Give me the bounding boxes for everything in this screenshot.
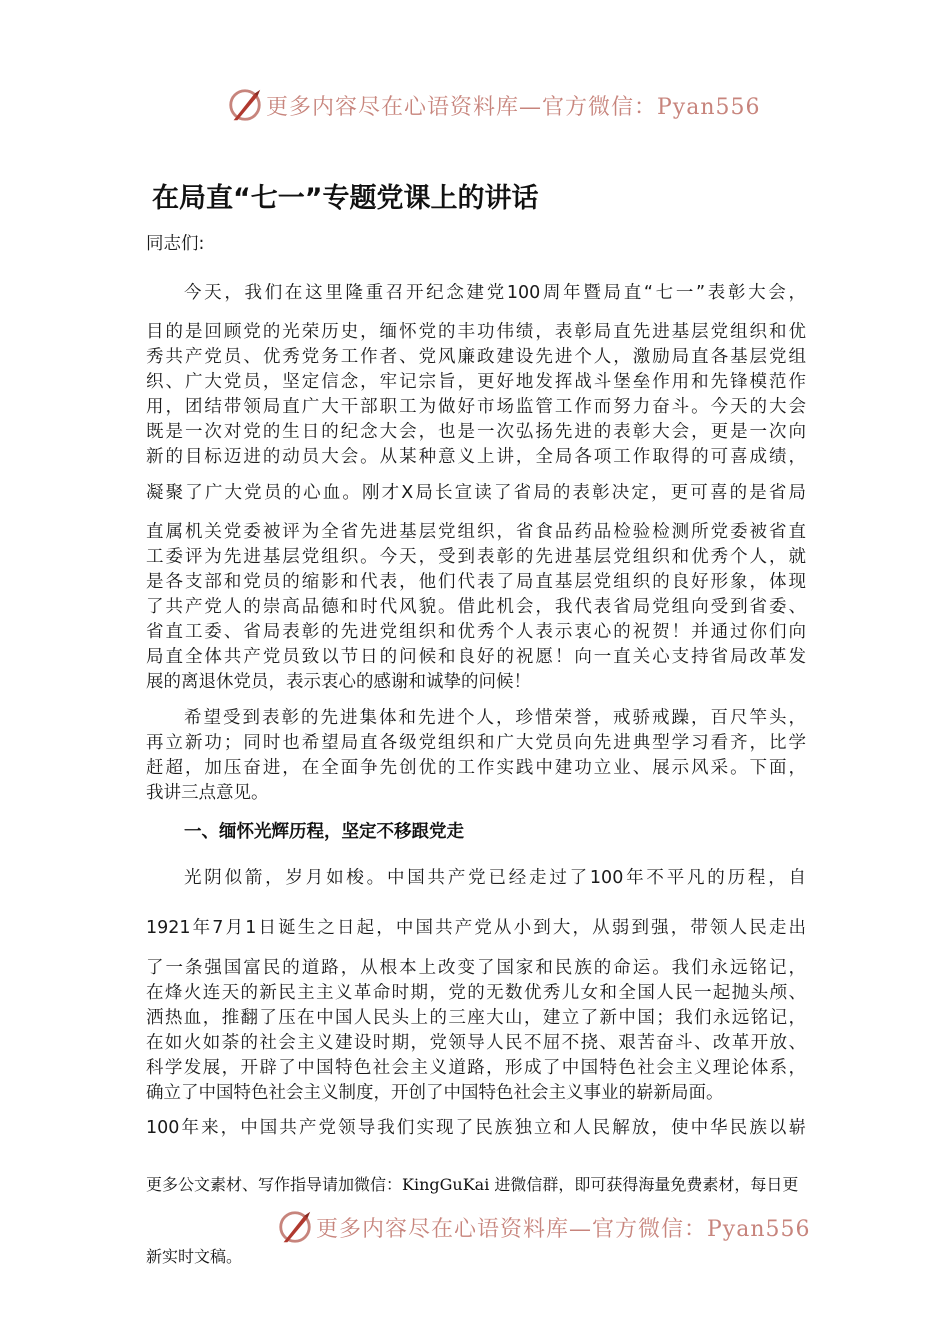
paragraph-line: 1921年7月1日诞生之日起，中国共产党从小到大，从弱到强，带领人民走出 (146, 918, 806, 938)
paragraph-line: 希望受到表彰的先进集体和先进个人，珍惜荣誉，戒骄戒躁，百尺竿头， (184, 708, 806, 728)
paragraph-line: 秀共产党员、优秀党务工作者、党风廉政建设先进个人，激励局直各基层党组 (146, 347, 806, 367)
paragraph-line: 确立了中国特色社会主义制度，开创了中国特色社会主义事业的崭新局面。 (146, 1083, 724, 1103)
paragraph-line: 省直工委、省局表彰的先进党组织和优秀个人表示衷心的祝贺！并通过你们向 (146, 622, 806, 642)
paragraph-line: 凝聚了广大党员的心血。刚才X局长宣读了省局的表彰决定，更可喜的是省局 (146, 483, 806, 503)
paragraph-line: 直属机关党委被评为全省先进基层党组织，省食品药品检验检测所党委被省直 (146, 522, 806, 542)
document-title: 在局直“七一”专题党课上的讲话 (152, 183, 539, 214)
paragraph-line: 局直全体共产党员致以节日的问候和良好的祝愿！向一直关心支持省局改革发 (146, 647, 806, 667)
quill-logo-icon (276, 1208, 314, 1246)
paragraph-line: 光阴似箭，岁月如梭。中国共产党已经走过了100年不平凡的历程，自 (184, 868, 806, 888)
paragraph-line: 科学发展，开辟了中国特色社会主义道路，形成了中国特色社会主义理论体系， (146, 1058, 806, 1078)
paragraph-line: 洒热血，推翻了压在中国人民头上的三座大山，建立了新中国；我们永远铭记， (146, 1008, 806, 1028)
paragraph-line: 工委评为先进基层党组织。今天，受到表彰的先进基层党组织和优秀个人，就 (146, 547, 806, 567)
paragraph-line: 再立新功；同时也希望局直各级党组织和广大党员向先进典型学习看齐，比学 (146, 733, 806, 753)
paragraph-line: 新的目标迈进的动员大会。从某种意义上讲，全局各项工作取得的可喜成绩， (146, 447, 806, 467)
paragraph-line: 了共产党人的崇高品德和时代风貌。借此机会，我代表省局党组向受到省委、 (146, 597, 806, 617)
paragraph-line: 目的是回顾党的光荣历史，缅怀党的丰功伟绩，表彰局直先进基层党组织和优 (146, 322, 806, 342)
paragraph-line: 了一条强国富民的道路，从根本上改变了国家和民族的命运。我们永远铭记， (146, 958, 806, 978)
paragraph-line: 是各支部和党员的缩影和代表，他们代表了局直基层党组织的良好形象，体现 (146, 572, 806, 592)
paragraph-line: 赶超，加压奋进，在全面争先创优的工作实践中建功立业、展示风采。下面， (146, 758, 806, 778)
watermark-footer (0, 1206, 950, 1250)
footer-promo-line-2: 新实时文稿。 (146, 1247, 243, 1266)
paragraph-line: 100年来，中国共产党领导我们实现了民族独立和人民解放，使中华民族以崭 (146, 1118, 806, 1138)
watermark-text: 更多内容尽在心语资料库—官方微信：Pyan556 (316, 1217, 811, 1242)
paragraph-line: 在烽火连天的新民主主义革命时期，党的无数优秀儿女和全国人民一起抛头颅、 (146, 983, 806, 1003)
paragraph-line: 今天，我们在这里隆重召开纪念建党100周年暨局直“七一”表彰大会， (184, 283, 806, 303)
section-heading: 一、缅怀光辉历程，坚定不移跟党走 (184, 822, 464, 842)
paragraph-line: 我讲三点意见。 (146, 783, 269, 803)
paragraph-line: 用，团结带领局直广大干部职工为做好市场监管工作而努力奋斗。今天的大会 (146, 397, 806, 417)
footer-promo-line-1: 更多公文素材、写作指导请加微信：KingGuKai 进微信群，即可获得海量免费素材，每日更 (146, 1175, 799, 1194)
paragraph-line: 展的离退休党员，表示衷心的感谢和诚挚的问候！ (146, 672, 531, 692)
salutation: 同志们: (146, 234, 205, 254)
paragraph-line: 在如火如荼的社会主义建设时期，党领导人民不屈不挠、艰苦奋斗、改革开放、 (146, 1033, 806, 1053)
watermark-text: 更多内容尽在心语资料库—官方微信：Pyan556 (266, 95, 761, 120)
paragraph-line: 织、广大党员，坚定信念，牢记宗旨，更好地发挥战斗堡垒作用和先锋模范作 (146, 372, 806, 392)
quill-logo-icon (226, 86, 264, 124)
paragraph-line: 既是一次对党的生日的纪念大会，也是一次弘扬先进的表彰大会，更是一次向 (146, 422, 806, 442)
watermark-header (0, 84, 950, 128)
